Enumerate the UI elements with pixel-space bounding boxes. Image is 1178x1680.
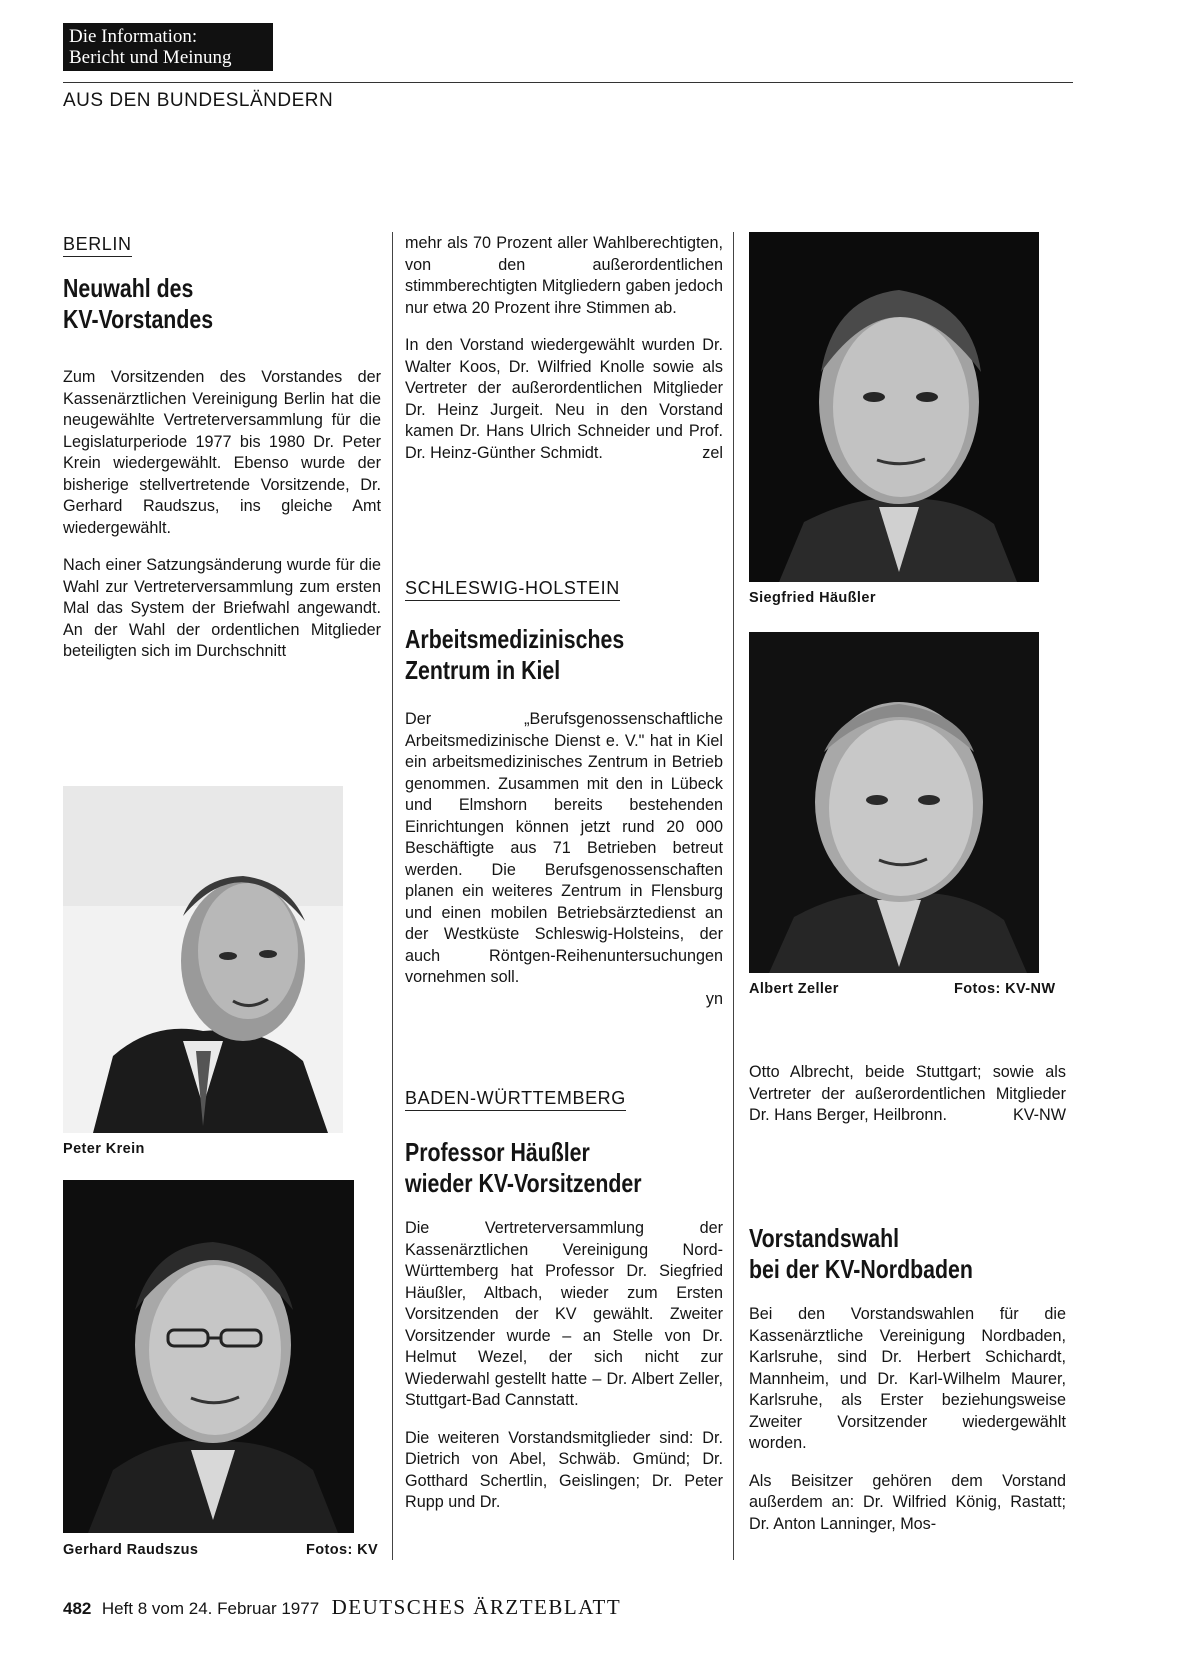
berlin-paragraph-4-text: In den Vorstand wiedergewählt wurden Dr. Walter Koos, Dr. Wilfried Knolle sowie als Vertreter der außerordentlichen Mitglieder Dr. Heinz Jurgeit. Neu in den Vorstand kamen Dr. Hans Ulrich Schneider und Prof. Dr. Heinz-Günther Schmidt. — [405, 336, 723, 462]
berlin-paragraph-4 — [405, 335, 723, 464]
berlin-headline — [63, 273, 213, 335]
berlin-continued — [405, 233, 723, 464]
schleswig-headline — [405, 624, 624, 686]
baden-photo-credit: Fotos: KV-NW — [954, 981, 1056, 997]
baden-article — [405, 1087, 626, 1111]
series-label-line1: Die Information: — [69, 26, 198, 47]
baden-headline — [405, 1137, 642, 1199]
baden-paragraph-2: Die weiteren Vorstandsmitglieder sind: Dr. Dietrich von Abel, Schwäb. Gmünd; Dr. Gotthard Schertlin, Geislingen; Dr. Peter Rupp und Dr. — [405, 1428, 723, 1511]
baden-continued — [749, 1062, 1066, 1127]
berlin-signature: zel — [702, 443, 723, 462]
baden-headline-line1: Professor Häußler — [405, 1137, 590, 1167]
baden-paragraph-1: Die Vertreterversammlung der Kassenärztlichen Vereinigung Nord-Württemberg hat Professor Dr. Siegfried Häußler, Altbach, wieder zum Ersten Vorsitzenden der KV gewählt. Zweiter Vorsitzender wurde – an Stelle von Dr. Helmut Wezel, der sich nicht zur Wiederwahl gestellt hatte – Dr. Albert Zeller, Stuttgart-Bad Cannstatt. — [405, 1219, 723, 1409]
caption-gerhard-raudszus: Gerhard Raudszus — [63, 1542, 199, 1558]
baden-paragraph-3-text: Otto Albrecht, beide Stuttgart; sowie als Vertreter der außerordentlichen Mitglieder Dr. Hans Berger, Heilbronn. — [749, 1063, 1066, 1124]
caption-siegfried-haeussler: Siegfried Häußler — [749, 590, 876, 606]
issue-info: Heft 8 vom 24. Februar 1977 — [101, 1599, 320, 1618]
photo-gerhard-raudszus — [63, 1180, 354, 1533]
nordbaden-paragraph-2: Als Beisitzer gehören dem Vorstand außerdem an: Dr. Wilfried König, Rastatt; Dr. Anton Lanninger, Mos- — [749, 1471, 1066, 1533]
schleswig-kicker: SCHLESWIG-HOLSTEIN — [405, 577, 620, 601]
schleswig-body — [405, 709, 723, 1010]
berlin-headline-line1: Neuwahl des — [63, 273, 194, 303]
schleswig-article — [405, 577, 620, 601]
column-rule-right — [733, 232, 734, 1560]
berlin-paragraph-3: mehr als 70 Prozent aller Wahlberechtigten, von den außerordentlichen stimmberechtigten Mitgliedern gaben jedoch nur etwa 20 Prozent ihre Stimmen ab. — [405, 234, 723, 317]
schleswig-headline-line1: Arbeitsmedizinisches — [405, 624, 625, 654]
page-footer — [63, 1595, 621, 1620]
berlin-article — [63, 233, 132, 257]
nordbaden-headline-line2: bei der KV-Nordbaden — [749, 1254, 973, 1284]
series-label-box — [63, 23, 273, 71]
page-number: 482 — [63, 1599, 92, 1618]
baden-kicker: BADEN-WÜRTTEMBERG — [405, 1087, 626, 1111]
journal-name: DEUTSCHES ÄRZTEBLATT — [331, 1595, 622, 1619]
schleswig-headline-line2: Zentrum in Kiel — [405, 655, 561, 685]
photo-albert-zeller — [749, 632, 1039, 973]
header-rule — [63, 82, 1073, 83]
caption-albert-zeller: Albert Zeller — [749, 981, 839, 997]
nordbaden-body — [749, 1304, 1066, 1535]
berlin-kicker: BERLIN — [63, 233, 132, 257]
baden-paragraph-3 — [749, 1062, 1066, 1127]
berlin-paragraph-1: Zum Vorsitzenden des Vorstandes der Kassenärztlichen Vereinigung Berlin hat die neugewählte Vertreterversammlung für die Legislaturperiode 1977 bis 1980 Dr. Peter Krein wiedergewählt. Ebenso wurde der bisherige stellvertretende Vorsitzende, Dr. Gerhard Raudszus, ins gleiche Amt wiedergewählt. — [63, 368, 381, 537]
section-heading: AUS DEN BUNDESLÄNDERN — [63, 90, 334, 111]
caption-peter-krein: Peter Krein — [63, 1141, 145, 1157]
nordbaden-headline-line1: Vorstandswahl — [749, 1223, 900, 1253]
photo-peter-krein — [63, 786, 343, 1133]
series-label-line2: Bericht und Meinung — [69, 47, 232, 68]
berlin-photo-credit: Fotos: KV — [306, 1542, 379, 1558]
berlin-paragraph-2: Nach einer Satzungsänderung wurde für die Wahl zur Vertreterversammlung zum ersten Mal das System der Briefwahl angewandt. An der Wahl der ordentlichen Mitglieder beteiligten sich im Durchschnitt — [63, 556, 381, 660]
baden-headline-line2: wieder KV-Vorsitzender — [405, 1168, 642, 1198]
nordbaden-headline — [749, 1223, 973, 1285]
baden-body — [405, 1218, 723, 1514]
baden-signature: KV-NW — [1012, 1106, 1066, 1124]
photo-siegfried-haeussler — [749, 232, 1039, 582]
nordbaden-paragraph-1: Bei den Vorstandswahlen für die Kassenärztliche Vereinigung Nordbaden, Karlsruhe, sind Dr. Herbert Schichardt, Mannheim, und Dr. Karl-Wilhelm Maurer, Karlsruhe, als Erster beziehungsweise Zweiter Vorsitzender wiedergewählt worden. — [749, 1305, 1066, 1452]
berlin-body — [63, 367, 381, 679]
schleswig-paragraph-1: Der „Berufsgenossenschaftliche Arbeitsmedizinische Dienst e. V." hat in Kiel ein arbeitsmedizinisches Zentrum in Betrieb genommen. Zusammen mit den in Lübeck und Elmshorn bereits bestehenden Einrichtungen können jetzt rund 20 000 Beschäftigte aus 71 Betrieben betreut werden. Die Berufsgenossenschaften planen ein weiteres Zentrum in Flensburg und einen mobilen Betriebsärztedienst an der Westküste Schleswig-Holsteins, der auch Röntgen-Reihenuntersuchungen vornehmen soll. — [405, 710, 723, 986]
berlin-headline-line2: KV-Vorstandes — [63, 304, 214, 334]
schleswig-signature: yn — [705, 989, 723, 1008]
column-rule-left — [392, 232, 393, 1560]
